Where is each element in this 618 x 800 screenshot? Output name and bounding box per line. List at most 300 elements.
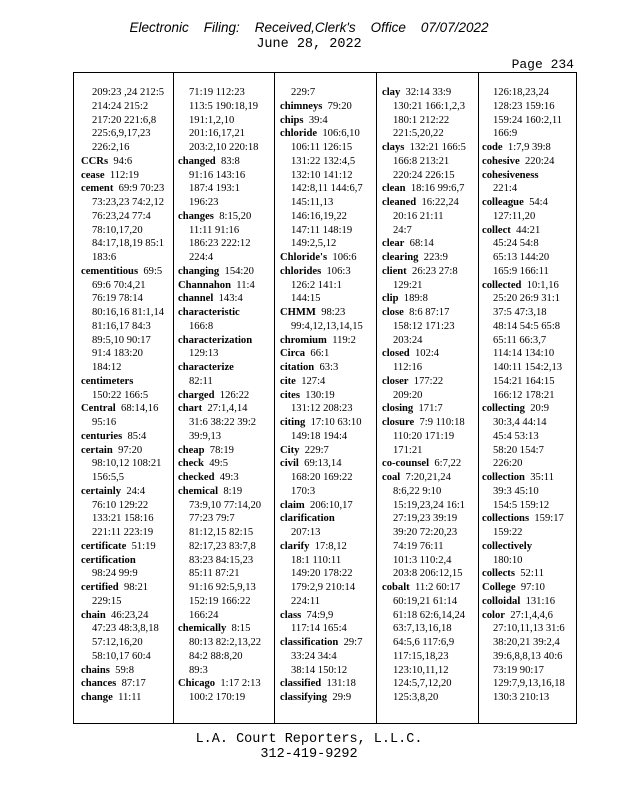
page-line-refs: 80:16,16 81:1,14 [92,307,165,318]
index-entry [482,471,572,485]
index-entry-continuation [178,636,268,650]
page-line-refs: 145:11,13 [291,197,334,208]
page-line-refs: 47:23 48:3,8,18 [92,623,159,635]
index-entry-continuation [178,554,268,568]
index-entry [178,485,268,499]
page-line-refs: 149:20 178:22 [291,568,353,580]
page-line-refs: 159:24 160:2,11 [493,114,563,126]
index-entry [280,677,370,691]
index-word: cease [81,169,105,181]
page-line-refs: 45:4 53:13 [493,430,539,442]
page-line-refs: 57:12,16,20 [92,637,143,648]
index-entry-continuation [280,224,370,238]
index-word: changed [178,155,216,167]
page-line-refs: 8:6 87:17 [409,307,450,318]
index-entry [280,265,370,279]
index-word: characteristic [178,307,240,318]
page-line-refs: 85:4 [127,430,147,442]
page-line-refs: 76:10 129:22 [92,499,149,511]
index-entry-continuation [178,347,268,361]
index-entry [81,540,171,554]
index-word: cleaned [382,197,417,208]
index-word: changes [178,210,214,222]
index-entry-continuation [178,251,268,265]
page-line-refs: 11:11 91:16 [189,224,240,236]
index-word: clear [382,238,405,250]
index-entry-continuation [280,650,370,664]
index-entry-continuation [482,100,572,114]
index-word: chlorides [280,265,322,277]
index-word: change [81,692,113,703]
page-line-refs: 32:14 33:9 [405,87,452,98]
page-line-refs: 165:9 166:11 [493,265,549,277]
index-word: code [482,142,503,153]
page-line-refs: 10:1,16 [526,279,559,291]
page-line-refs: 112:19 [109,169,139,181]
court-reporter-name: L.A. Court Reporters, L.L.C. [195,732,423,747]
index-word: chloride [280,128,318,140]
page-line-refs: 37:5 47:3,18 [493,307,547,318]
index-entry-continuation [81,512,171,526]
page-line-refs: 203:24 [393,334,423,346]
index-word: City [280,444,300,456]
page-line-refs: 170:3 [291,485,316,497]
index-entry [81,402,171,416]
page-line-refs: 166:9 [493,128,518,140]
index-word: collecting [482,403,525,415]
index-entry-continuation [280,402,370,416]
page-line-refs: 84:2 88:8,20 [189,650,243,662]
index-entry-continuation [178,100,268,114]
page-line-refs: 124:5,7,12,20 [393,678,452,690]
page-line-refs: 69:9 70:23 [118,183,165,195]
index-entry [178,279,268,293]
page-line-refs: 101:3 110:2,4 [393,554,452,566]
page-line-refs: 94:6 [113,155,133,167]
index-entry-continuation [81,320,171,334]
page-line-refs: 126:2 141:1 [291,279,342,291]
index-word: closure [382,417,415,428]
page-line-refs: 39:20 72:20,23 [393,527,458,538]
page-line-refs: 24:7 [393,224,412,236]
index-entry-continuation [280,320,370,334]
index-entry-continuation [81,196,171,210]
index-entry-continuation [382,622,472,636]
index-word: colleague [482,197,524,208]
page-line-refs: 177:22 [413,375,444,387]
page-line-refs: 20:9 [530,403,550,415]
index-entry [280,361,370,375]
index-entry-continuation [382,554,472,568]
index-word: check [178,458,204,470]
page-line-refs: 18:16 99:6,7 [410,183,465,195]
page-line-refs: 129:13 [189,348,219,360]
index-entry [81,609,171,623]
page-line-refs: 74:9,9 [306,609,334,621]
index-entry-continuation [482,636,572,650]
index-entry [280,306,370,320]
index-entry-continuation [178,609,268,623]
index-word: collections [482,513,530,525]
page-line-refs: 159:17 [534,513,564,525]
page-line-refs: 51:19 [131,540,156,552]
index-entry [482,567,572,581]
index-entry-continuation [81,416,171,430]
index-entry [482,141,572,155]
index-entry-continuation [178,127,268,141]
index-entry-continuation [81,567,171,581]
page-line-refs: 74:19 76:11 [393,540,444,552]
index-word: Chloride's [280,252,328,263]
page-line-refs: 38:14 150:12 [291,664,348,676]
index-word: chips [280,114,304,126]
index-entry-continuation [280,471,370,485]
page-line-refs: 65:13 144:20 [493,252,550,263]
page-line-refs: 112:16 [393,362,423,373]
page-line-refs: 27:1,4,14 [207,403,248,415]
column-divider [478,73,479,723]
column-divider [376,73,377,723]
index-entry-continuation [482,334,572,348]
index-word: CHMM [280,307,316,318]
page-line-refs: 140:11 154:2,13 [493,362,563,373]
page-line-refs: 73:9,10 77:14,20 [189,499,262,511]
index-entry-continuation [81,389,171,403]
index-word: close [382,307,404,318]
index-entry [81,485,171,499]
index-entry-continuation [81,141,171,155]
index-entry-continuation [382,485,472,499]
index-entry [81,554,171,568]
index-entry-continuation [178,595,268,609]
index-entry-continuation [81,650,171,664]
index-entry [382,375,472,389]
index-entry [280,347,370,361]
index-word: chances [81,678,117,690]
index-entry-continuation [178,512,268,526]
index-entry-continuation [382,100,472,114]
page-line-refs: 156:5,5 [92,472,125,483]
index-entry-continuation [178,375,268,389]
index-entry-continuation [178,141,268,155]
index-word: chimneys [280,100,323,112]
index-word: checked [178,472,215,483]
index-word: chart [178,403,203,415]
index-word: citation [280,362,315,373]
index-entry [482,169,572,183]
page-line-refs: 7:9 110:18 [419,417,465,428]
page-line-refs: 85:11 87:21 [189,568,240,580]
page-line-refs: 129:7,9,13,16,18 [493,678,565,690]
index-entry-continuation [178,182,268,196]
page-line-refs: 180:10 [493,554,523,566]
page-line-refs: 18:1 110:11 [291,554,342,566]
index-entry [178,361,268,375]
page-line-refs: 223:9 [423,252,448,263]
page-line-refs: 79:20 [327,100,352,112]
index-entry [280,499,370,513]
index-word: client [382,265,407,277]
index-entry-continuation [382,512,472,526]
index-entry-continuation [178,581,268,595]
index-entry [178,306,268,320]
index-entry-continuation [178,567,268,581]
page-line-refs: 11:2 60:17 [414,582,461,593]
page-line-refs: 35:11 [530,472,554,483]
index-entry-continuation [280,485,370,499]
page-line-refs: 220:24 226:15 [393,169,455,181]
court-reporter-phone: 312-419-9292 [260,747,358,762]
page-line-refs: 224:4 [189,252,214,263]
index-entry [280,609,370,623]
page-line-refs: 49:5 [209,458,229,470]
page-line-refs: 106:11 126:15 [291,142,353,153]
page-line-refs: 131:12 208:23 [291,403,353,415]
transcript-date: June 28, 2022 [256,37,362,52]
page-line-refs: 130:21 166:1,2,3 [393,100,466,112]
page-line-refs: 131:18 [326,678,356,690]
page-line-refs: 29:7 [343,637,363,648]
index-entry [482,581,572,595]
page-line-refs: 76:19 78:14 [92,293,143,305]
index-word: cheap [178,444,205,456]
index-entry-continuation [482,457,572,471]
page-line-refs: 133:21 158:16 [92,513,154,525]
page-line-refs: 171:7 [418,403,443,415]
index-word: cement [81,183,114,195]
index-word: classification [280,637,339,648]
page-line-refs: 8:15 [231,623,251,635]
page-line-refs: 220:24 [524,155,555,167]
page-line-refs: 84:17,18,19 85:1 [92,238,165,250]
index-entry-continuation [280,664,370,678]
page-line-refs: 7:20,21,24 [405,472,451,483]
page-line-refs: 69:13,14 [304,458,342,470]
index-entry [482,402,572,416]
index-word: Central [81,403,116,415]
index-entry [382,457,472,471]
page-line-refs: 142:8,11 144:6,7 [291,183,363,195]
index-word: Channahon [178,279,231,291]
page-line-refs: 99:4,12,13,14,15 [291,320,363,332]
index-entry-continuation [280,141,370,155]
index-entry-continuation [81,100,171,114]
page-line-refs: 76:23,24 77:4 [92,210,151,222]
index-word: cementitious [81,265,139,277]
index-entry-continuation [382,664,472,678]
page-line-refs: 203:2,10 220:18 [189,142,259,153]
index-word: College [482,582,516,593]
index-entry-continuation [81,237,171,251]
index-entry [178,155,268,169]
index-entry [280,444,370,458]
index-word: chemical [178,485,219,497]
index-entry-continuation [81,499,171,513]
page-line-refs: 187:4 193:1 [189,183,240,195]
page-line-refs: 171:21 [393,444,423,456]
index-entry [178,292,268,306]
index-entry-continuation [482,265,572,279]
index-entry-continuation [482,677,572,691]
index-word: clarification [280,513,335,525]
index-entry-continuation [482,127,572,141]
page-line-refs: 226:20 [493,458,523,470]
filing-stamp: Electronic Filing: Received,Clerk's Office 07/07/2022 [129,20,489,35]
page-line-refs: 110:20 171:19 [393,430,455,442]
index-entry-continuation [382,609,472,623]
page-line-refs: 179:2,9 210:14 [291,582,356,593]
index-word: cobalt [382,582,410,593]
index-word: chemically [178,623,227,635]
index-entry [280,375,370,389]
index-entry [81,155,171,169]
page-line-refs: 152:19 166:22 [189,595,251,607]
page-line-refs: 144:15 [291,293,321,305]
index-word: Circa [280,348,306,360]
page-line-refs: 123:10,11,12 [393,664,449,676]
index-entry [382,471,472,485]
index-entry-continuation [280,581,370,595]
index-entry-continuation [280,430,370,444]
page-line-refs: 117:15,18,23 [393,650,449,662]
index-entry [382,581,472,595]
page-line-refs: 209:23 ,24 212:5 [92,87,165,98]
page-line-refs: 91:4 183:20 [92,348,143,360]
index-entry-continuation [81,636,171,650]
index-entry [178,389,268,403]
index-entry [280,100,370,114]
index-word: collected [482,279,522,291]
index-entry-continuation [280,279,370,293]
index-entry-continuation [482,86,572,100]
page-line-refs: 11:4 [236,279,255,291]
page-line-refs: 189:8 [403,293,428,305]
page-line-refs: 209:20 [393,389,423,401]
page-line-refs: 106:3 [326,265,351,277]
index-entry-continuation [382,677,472,691]
index-entry-continuation [280,595,370,609]
page-number: Page 234 [511,57,574,72]
page-line-refs: 183:6 [92,252,117,263]
index-word: centimeters [81,375,134,387]
index-word: coal [382,472,401,483]
page-line-refs: 203:8 206:12,15 [393,568,463,580]
page-line-refs: 68:14,16 [121,403,159,415]
page-line-refs: 87:17 [121,678,146,690]
index-entry-continuation [482,650,572,664]
page-line-refs: 119:2 [332,334,356,346]
page-line-refs: 224:11 [291,595,321,607]
page-line-refs: 38:20,21 39:2,4 [493,637,560,648]
page-line-refs: 196:23 [189,197,219,208]
index-entry-continuation [382,334,472,348]
page-line-refs: 64:5,6 117:6,9 [393,637,455,648]
index-entry [382,402,472,416]
index-entry-continuation [81,361,171,375]
index-entry [178,444,268,458]
page-line-refs: 17:10 63:10 [310,417,362,428]
index-word: clip [382,293,399,305]
page-line-refs: 63:3 [319,362,339,373]
index-entry [482,540,572,554]
index-entry [81,182,171,196]
index-entry-continuation [382,320,472,334]
index-word: collect [482,224,511,236]
index-entry-continuation [382,127,472,141]
index-word: closed [382,348,410,360]
index-entry [280,636,370,650]
index-entry-continuation [482,210,572,224]
page-line-refs: 98:10,12 108:21 [92,458,162,470]
page-line-refs: 168:20 169:22 [291,472,353,483]
page-line-refs: 69:5 [143,265,163,277]
page-line-refs: 149:2,5,12 [291,238,337,250]
index-word: cite [280,375,296,387]
page-line-refs: 221:5,20,22 [393,128,444,140]
page-line-refs: 127:11,20 [493,210,536,222]
index-entry-continuation [482,622,572,636]
index-entry-continuation [280,292,370,306]
index-entry [382,306,472,320]
index-word: classified [280,678,322,690]
page-line-refs: 11:11 [118,692,142,703]
index-entry-continuation [382,691,472,705]
index-entry [382,86,472,100]
index-word: closing [382,403,414,415]
index-entry-continuation [382,499,472,513]
index-entry-continuation [482,320,572,334]
index-entry-continuation [482,416,572,430]
page-line-refs: 73:23,23 74:2,12 [92,197,165,208]
page-line-refs: 217:20 221:6,8 [92,114,157,126]
page-line-refs: 82:11 [189,375,213,387]
page-line-refs: 206:10,17 [310,499,353,511]
page-line-refs: 146:16,19,22 [291,210,347,222]
index-entry-continuation [280,237,370,251]
index-word: clearing [382,252,419,263]
index-entry [482,155,572,169]
page-line-refs: 61:18 62:6,14,24 [393,609,466,621]
index-entry-continuation [382,169,472,183]
page-line-refs: 91:16 143:16 [189,169,246,181]
index-entry-continuation [178,664,268,678]
page-line-refs: 78:10,17,20 [92,224,143,236]
page-line-refs: 66:1 [310,348,330,360]
index-entry-continuation [81,292,171,306]
page-line-refs: 129:21 [393,279,423,291]
page-line-refs: 6:7,22 [434,458,462,470]
page-line-refs: 117:14 165:4 [291,623,347,635]
page-line-refs: 39:3 45:10 [493,485,539,497]
page-line-refs: 126:18,23,24 [493,87,549,98]
page-line-refs: 60:19,21 61:14 [393,595,458,607]
page-line-refs: 1:7,9 39:8 [507,142,551,153]
index-entry-continuation [81,279,171,293]
page-line-refs: 39:4 [308,114,328,126]
page-line-refs: 63:7,13,16,18 [393,623,452,635]
page-line-refs: 26:23 27:8 [412,265,458,277]
index-word: changing [178,265,220,277]
page-line-refs: 225:6,9,17,23 [92,128,151,140]
index-entry-continuation [482,361,572,375]
page-line-refs: 131:16 [525,595,555,607]
index-entry [280,457,370,471]
index-word: chromium [280,334,327,346]
index-entry-continuation [482,499,572,513]
page-line-refs: 128:23 159:16 [493,100,555,112]
index-column-5 [482,86,572,705]
page-line-refs: 130:3 210:13 [493,692,550,703]
